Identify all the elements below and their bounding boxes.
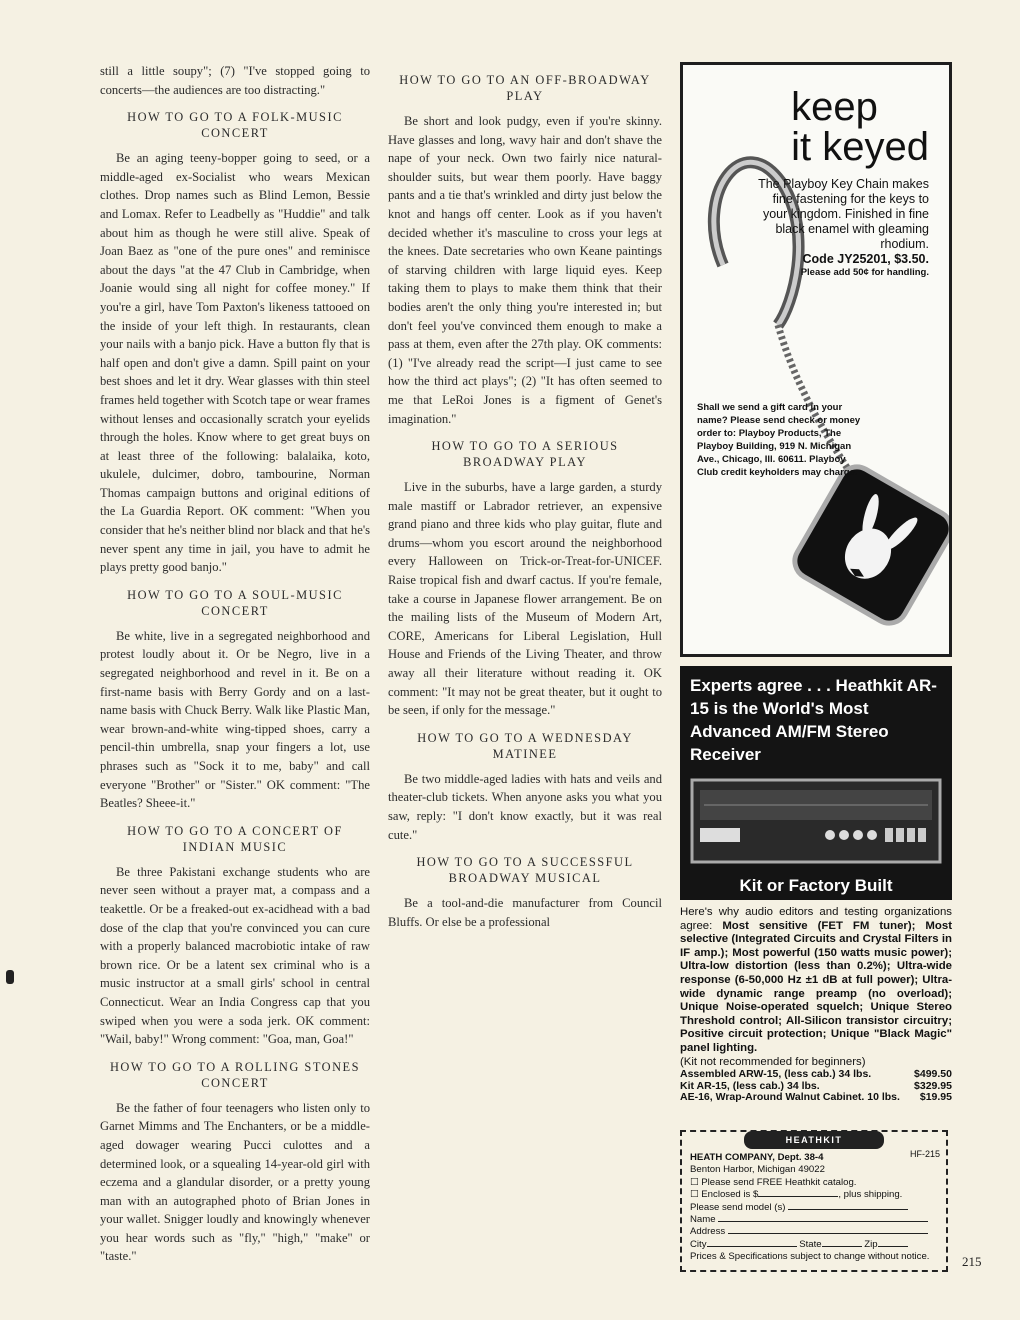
keychain-ad bbox=[680, 62, 952, 657]
price-value: $19.95 bbox=[919, 1091, 952, 1104]
address-field[interactable] bbox=[728, 1233, 928, 1234]
ad-description: The Playboy Key Chain makes fine fastening for the keys to your kingdom. Finished in fine black enamel with gleaming rhodium. bbox=[758, 177, 929, 251]
shipping-label: , plus shipping. bbox=[838, 1189, 903, 1201]
section-heading: HOW TO GO TO AN OFF-BROADWAY PLAY bbox=[399, 73, 651, 103]
intro-paragraph: still a little soupy"; (7) "I've stopped going to concerts—the audiences are too distracting." bbox=[100, 64, 370, 97]
article-column-2 bbox=[388, 62, 662, 937]
product-code: Code JY25201, $3.50. bbox=[802, 252, 929, 266]
receiver-illustration bbox=[690, 772, 942, 872]
section-heading: HOW TO GO TO A SUCCESSFUL BROADWAY MUSICAL bbox=[416, 855, 634, 886]
section-text: Live in the suburbs, have a large garden, a sturdy male mastiff or Labrador retriever, an expensive grand piano and three kids who play guitar, flute and drums—whom you escort around the neighborhood every Halloween on Trick-or-Treat-for-UNICEF. Raise tropical fish and dwarf cactus. If you're female, take a course in Japanese flower arrangement. Be on the mailing lists of the Museum of Modern Art, CORE, Americans for Liberal Legislation, Hull House and Friends of the Living Theater, and throw away all their literature without reading it. OK comment: "It may not be great theater, but it ought to be seen, if only for the message." bbox=[388, 480, 662, 718]
section-heading: HOW TO GO TO A WEDNESDAY MATINEE bbox=[417, 730, 633, 761]
title-line: it keyed bbox=[791, 125, 929, 169]
order-coupon bbox=[680, 1130, 948, 1272]
coupon-address: Benton Harbor, Michigan 49022 bbox=[690, 1164, 825, 1176]
ad-subhead: Kit or Factory Built bbox=[739, 876, 893, 895]
coupon-code: HF-215 bbox=[909, 1149, 940, 1159]
ad-title bbox=[791, 87, 929, 167]
section-heading: HOW TO GO TO A CONCERT OF INDIAN MUSIC bbox=[127, 823, 343, 854]
handling-note: Please add 50¢ for handling. bbox=[800, 267, 929, 278]
section-heading: HOW TO GO TO A SOUL-MUSIC CONCERT bbox=[127, 587, 343, 618]
name-label: Name bbox=[690, 1214, 716, 1226]
price-item: Kit AR-15, (less cab.) 34 lbs. bbox=[680, 1079, 820, 1092]
address-label: Address bbox=[690, 1226, 726, 1238]
city-label: City bbox=[690, 1238, 707, 1250]
section-text: Be the father of four teenagers who listen only to Garnet Mimms and The Enchanters, or be a middle-aged dowager wearing Pucci culottes and a determined look, or a squealing 14-year-old girl with eczema and a glandular disorder, or a pretty young man with an autographed photo of Brian Jones in your wallet. Snigger loudly and knowingly whenever you hear words such as "fly," "high," "make" or "taste." bbox=[100, 1100, 370, 1264]
section-text: Be two middle-aged ladies with hats and veils and theater-club tickets. When anyone asks you what you saw, reply: "I don't know exactly, but it was real cute." bbox=[388, 771, 662, 842]
order-info: Shall we send a gift card in your name? Please send check or money order to: Playboy Products, The Playboy Building, 919 N. Michigan Ave., Chicago, Ill. 60611. Playboy Club credit keyholders may charge. bbox=[697, 402, 861, 478]
price-row bbox=[680, 1069, 952, 1081]
ad-body bbox=[754, 177, 929, 279]
model-field[interactable] bbox=[788, 1209, 908, 1210]
section-text: Be a tool-and-die manufacturer from Council Bluffs. Or else be a professional bbox=[388, 896, 662, 929]
title-line: keep bbox=[791, 85, 878, 129]
model-label: Please send model (s) bbox=[690, 1201, 786, 1213]
zip-field[interactable] bbox=[878, 1246, 908, 1247]
price-value: $499.50 bbox=[914, 1068, 952, 1081]
section-text: Be three Pakistani exchange students who are never seen without a prayer mat, a compass and a teakettle. Or be a freaked-out ex-acidhead with a bad dose of the clap that you're convinced you can cure with a properly balanced macrobiotic intake of raw brown rice. Or be a latent sex criminal who is a music instructor at a small girls' school in central Connecticut. Wear an India Congress cap that you swiped when you were a soda jerk. OK comment: "Wail, baby!" Wrong comment: "Goa, man, Goa!" bbox=[100, 864, 370, 1047]
page-number: 215 bbox=[962, 1254, 982, 1269]
price-item: Assembled ARW-15, (less cab.) 34 lbs. bbox=[680, 1068, 872, 1081]
section-text: Be white, live in a segregated neighborhood and protest loudly about it. Or be Negro, live in a segregated neighborhood and revel in it. Be on a first-name basis with Berry Gordy and on a last-name basis with Chuck Berry. Walk like Plastic Man, wear brown-and-white wing-tipped shoes, carry a pencil-thin umbrella, snap your fingers a lot, use phrases such as "Sock it to me, baby" and call everyone "Brother" or "Sister." OK comment: "The Beatles? Sheee-it." bbox=[100, 628, 370, 811]
enclosed-label: Enclosed is $ bbox=[701, 1189, 759, 1201]
enclosed-checkbox[interactable]: ☐ bbox=[690, 1189, 702, 1201]
coupon-footer: Prices & Specifications subject to change without notice. bbox=[690, 1251, 930, 1263]
state-label: State bbox=[799, 1238, 822, 1250]
section-heading: HOW TO GO TO A FOLK-MUSIC CONCERT bbox=[127, 110, 343, 141]
zip-label: Zip bbox=[864, 1238, 878, 1250]
price-row bbox=[680, 1092, 952, 1104]
copy-note: (Kit not recommended for beginners) bbox=[680, 1055, 866, 1068]
city-field[interactable] bbox=[707, 1246, 797, 1247]
copy-features: Most sensitive (FET FM tuner); Most selective (Integrated Circuits and Crystal Filters in IF amp.); Most powerful (150 watts music power); Ultra-low distortion (less than 0.2%); Ultra-wide response (6-50,000 Hz ±1 dB at full power); Ultra-wide dynamic range preamp (no overload); Unique Noise-operated squelch; Unique Stereo Threshold control; All-Silicon transistor circuitry; Positive circuit protection; Unique "Black Magic" panel lighting. bbox=[680, 919, 952, 1054]
section-heading: HOW TO GO TO A ROLLING STONES CONCERT bbox=[109, 1059, 361, 1090]
amount-field[interactable] bbox=[758, 1196, 838, 1197]
coupon-company: HEATH COMPANY, Dept. 38-4 bbox=[690, 1152, 824, 1163]
article-column-1 bbox=[100, 62, 370, 1272]
name-field[interactable] bbox=[718, 1221, 928, 1222]
ad-headline: Experts agree . . . Heathkit AR-15 is the World's Most Advanced AM/FM Stereo Receiver bbox=[690, 676, 937, 764]
heathkit-ad bbox=[680, 666, 952, 900]
heathkit-copy bbox=[680, 906, 952, 1104]
price-item: AE-16, Wrap-Around Walnut Cabinet. 10 lbs. bbox=[680, 1091, 900, 1104]
margin-bullet bbox=[6, 970, 14, 984]
price-value: $329.95 bbox=[914, 1079, 952, 1092]
catalog-option-label: Please send FREE Heathkit catalog. bbox=[701, 1176, 857, 1188]
state-field[interactable] bbox=[822, 1246, 862, 1247]
section-text: Be short and look pudgy, even if you're skinny. Have glasses and long, wavy hair and don't shave the nape of your neck. Own two fairly nice natural-shoulder suits, but wear them poorly. Have baggy pants and a tie that's wrinkled and dirty just below the knot and hangs off center. Look as if you haven't decided whether it's masculine to cross your legs at the knees. Date secretaries who own Keane paintings of starving children with large liquid eyes. Keep taking them to plays to make them think that their bodies aren't the only thing you're interested in; but don't feel you've convinced them enough to make a pass at them, even after the 27th play. OK comments: (1) "I've already read the script—I just came to see how the third act plays"; (2) "It has often seemed to me that LeRoi Jones is a figment of Genet's imagination." bbox=[388, 114, 662, 426]
section-text: Be an aging teeny-bopper going to seed, or a middle-aged ex-Socialist who wears Mexican clothes. Drop names such as Blind Lemon, Bessie and Lomax. Refer to Leadbelly as "Huddie" and talk about him as though he were still alive. Speak of Joan Baez as "one of the pure ones" and reminisce about the days "at the 47 Club in Cambridge, when Joanie would sing all night for coffee money." If you're a girl, have Tom Paxton's likeness tattooed on the inside of your left thigh. In restaurants, clean your nails with a banjo pick. Have a button fly that is half open and don't give a damn. Spill paint on your best shoes and let it dry. Wear glasses with thin steel frames held together with Scotch tape or wear frames without lenses and occasionally scratch your eyelids through the holes. Know where to get great buys on at least three of the following: balalaika, koto, ukulele, dulcimer, dobro, tambourine, Norman Thomas campaign buttons and original editions of the La Guardia Report. OK comment: "When you consider that he's neither blind nor black and that he's never spent any time in jail, you have to admit he plays pretty good banjo." bbox=[100, 151, 370, 575]
section-heading: HOW TO GO TO A SERIOUS BROADWAY PLAY bbox=[431, 439, 619, 470]
heathkit-logo: HEATHKIT bbox=[744, 1131, 884, 1149]
copy-intro: Here's why audio editors and testing organizations agree: bbox=[680, 906, 952, 932]
catalog-checkbox[interactable]: ☐ bbox=[690, 1176, 702, 1188]
